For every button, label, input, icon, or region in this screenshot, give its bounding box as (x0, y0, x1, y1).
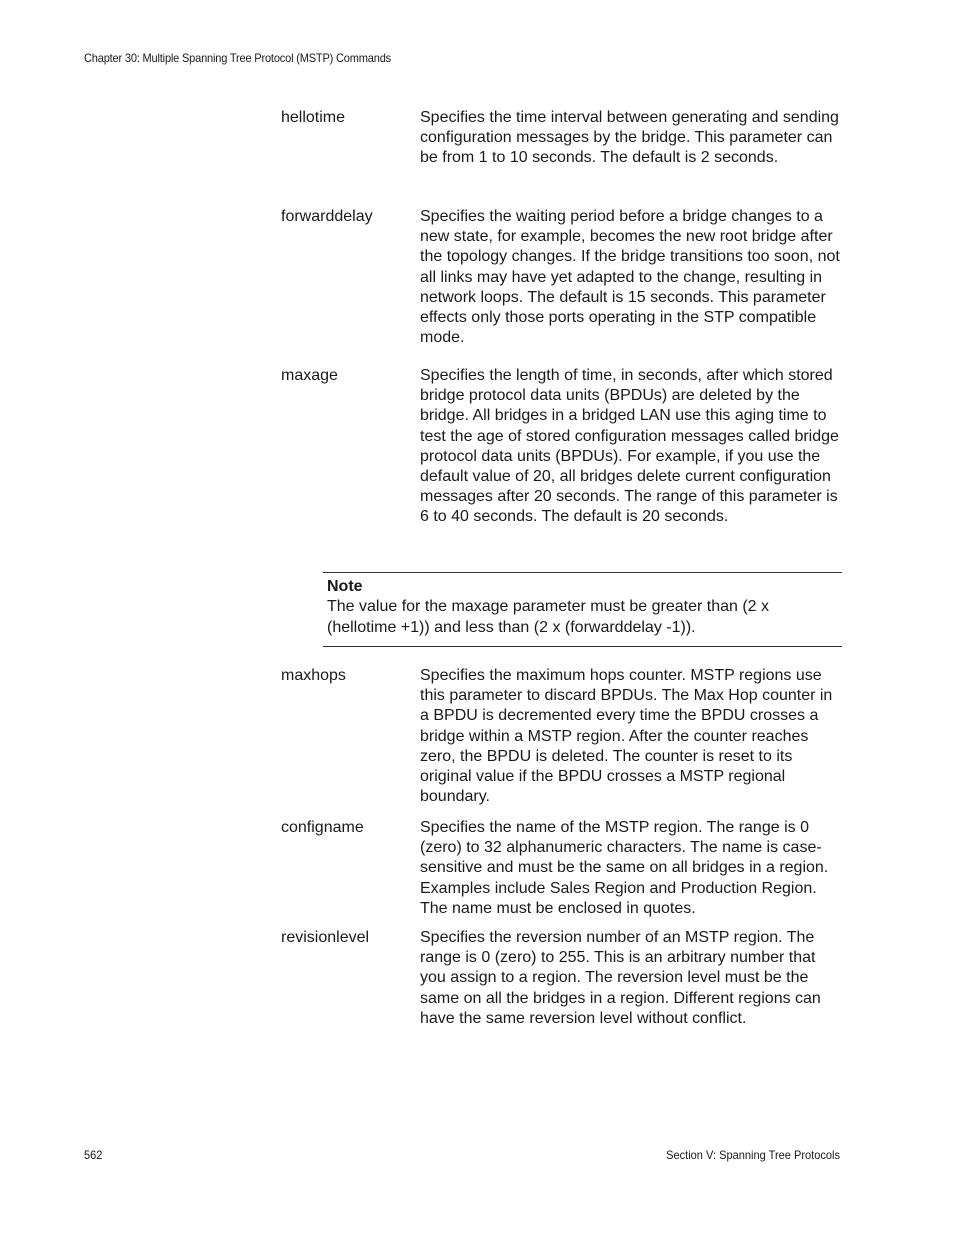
param-name: forwarddelay (281, 208, 373, 225)
param-description: Specifies the reversion number of an MSTP region. The range is 0 (zero) to 255. This is an arbitrary number that you assign to a region. The reversion level must be the same on all the bridges in a region. Different regions can have the same reversion level without conflict. (420, 929, 821, 1027)
note-box (323, 572, 842, 647)
param-name: revisionlevel (281, 929, 370, 946)
param-row-forwarddelay (281, 207, 843, 348)
running-header: Chapter 30: Multiple Spanning Tree Protocol (MSTP) Commands (84, 51, 391, 65)
param-row-hellotime (281, 108, 843, 169)
param-name: configname (281, 819, 364, 836)
param-description: Specifies the length of time, in seconds, after which stored bridge protocol data units (BPDUs) are deleted by the bridge. All bridges in a bridged LAN use this aging time to test the age of stored configuration messages called bridge protocol data units (BPDUs). For example, if you use the default value of 20, all bridges delete current configuration messages after 20 seconds. The range of this parameter is 6 to 40 seconds. The default is 20 seconds. (420, 367, 839, 526)
param-row-maxhops (281, 666, 843, 807)
param-description: Specifies the time interval between generating and sending configuration messages by the bridge. This parameter can be from 1 to 10 seconds. The default is 2 seconds. (420, 109, 839, 167)
param-name: maxhops (281, 667, 346, 684)
note-title: Note (327, 578, 363, 595)
param-description: Specifies the maximum hops counter. MSTP regions use this parameter to discard BPDUs. The Max Hop counter in a BPDU is decremented every time the BPDU crosses a bridge within a MSTP region. After the counter reaches zero, the BPDU is deleted. The counter is reset to its original value if the BPDU crosses a MSTP regional boundary. (420, 667, 833, 806)
param-description: Specifies the name of the MSTP region. The range is 0 (zero) to 32 alphanumeric characters. The name is case-sensitive and must be the same on all bridges in a region. Examples include Sales Region and Production Region. The name must be enclosed in quotes. (420, 819, 829, 917)
param-row-configname (281, 818, 843, 919)
param-name: maxage (281, 367, 338, 384)
param-row-revisionlevel (281, 928, 843, 1029)
section-title: Section V: Spanning Tree Protocols (666, 1148, 840, 1162)
page-number: 562 (84, 1148, 103, 1162)
param-name: hellotime (281, 109, 346, 126)
note-text: The value for the maxage parameter must be greater than (2 x (hellotime +1)) and less than (2 x (forwarddelay -1)). (327, 598, 770, 636)
param-row-maxage (281, 366, 843, 528)
param-description: Specifies the waiting period before a bridge changes to a new state, for example, becomes the new root bridge after the topology changes. If the bridge transitions too soon, not all links may have yet adapted to the change, resulting in network loops. The default is 15 seconds. This parameter effects only those ports operating in the STP compatible mode. (420, 208, 840, 347)
